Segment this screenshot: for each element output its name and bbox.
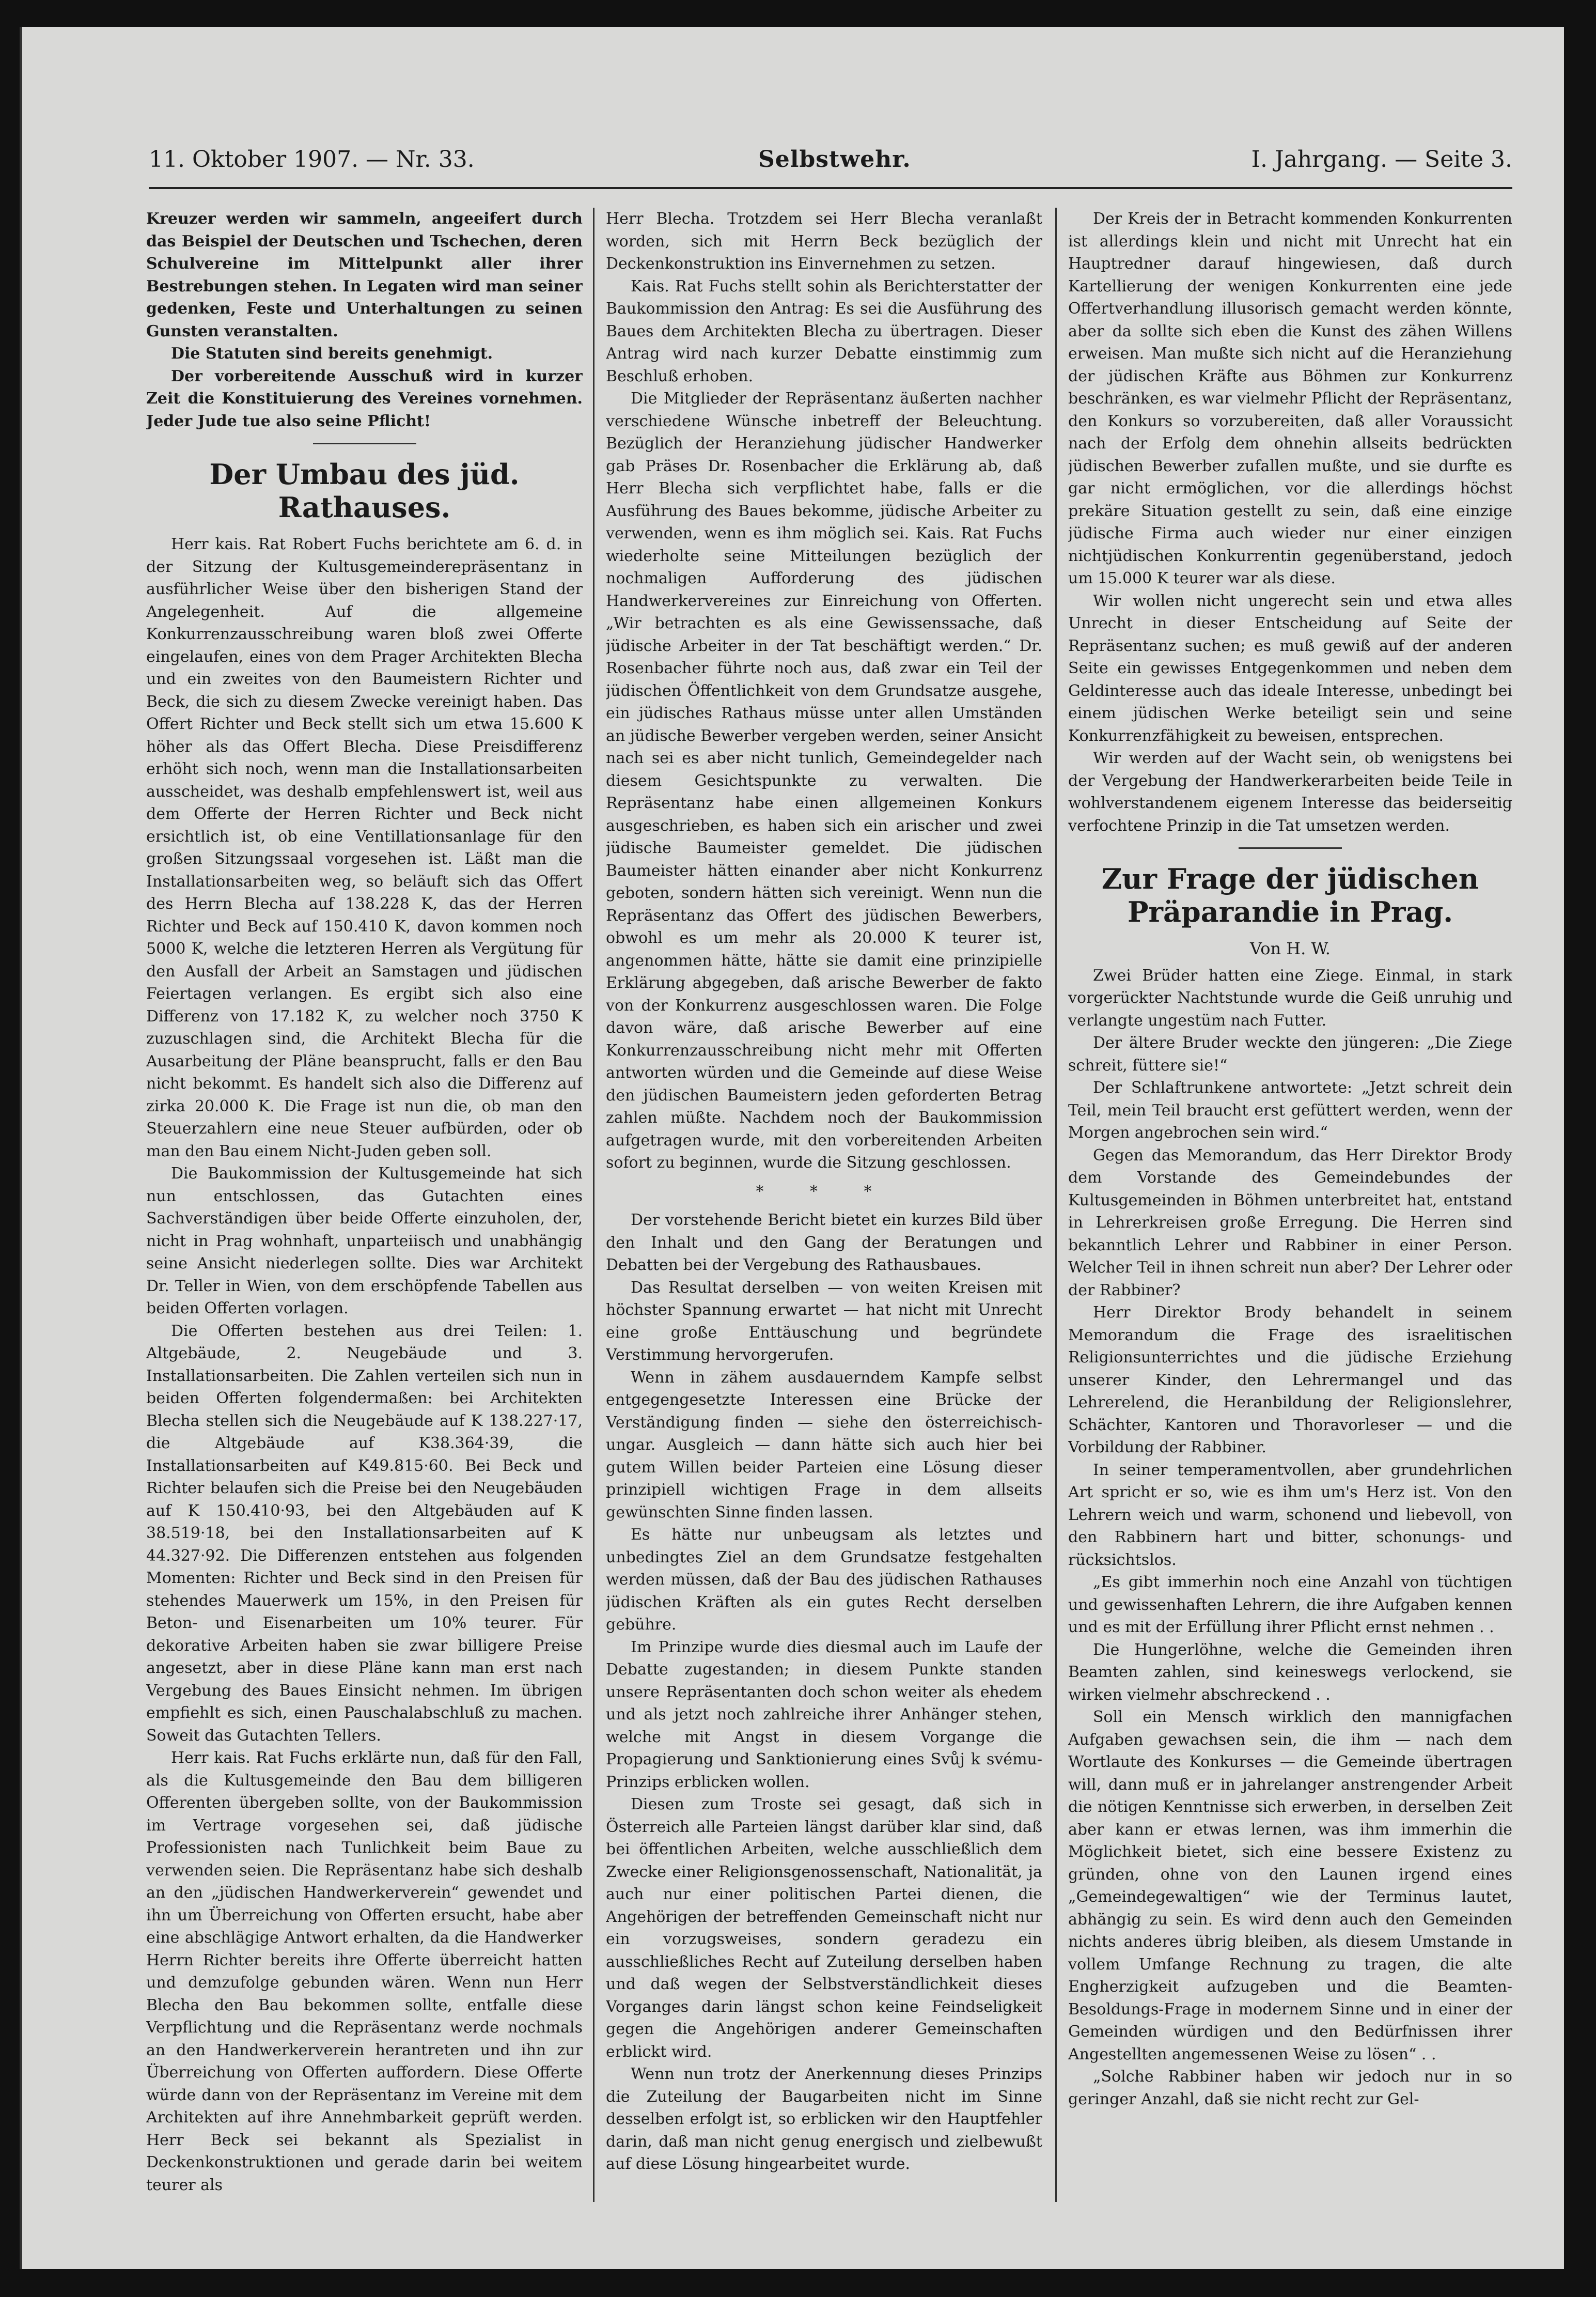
column-1: [146, 208, 583, 2212]
paragraph: Kreuzer werden wir sammeln, angeeifert durch das Beispiel der Deutschen und Tschechen, deren Schulvereine im Mittelpunkt aller ihrer Bestrebungen stehen. In Legaten wird man seiner gedenken, Feste und Unterhaltungen zu seinen Gunsten veranstalten.: [146, 210, 583, 340]
paragraph: Das Resultat derselben — von weiten Kreisen mit höchster Spannung erwartet — hat nicht mit Unrecht eine große Enttäuschung und begründete Verstimmung hervorgerufen.: [606, 1278, 1042, 1364]
header-masthead: Selbstwehr.: [758, 146, 911, 173]
paragraph: Im Prinzipe wurde dies diesmal auch im Laufe der Debatte zugestanden; in diesem Punkte standen unsere Repräsentanten doch schon weiter als ehedem und als jetzt noch zahlreiche ihrer Anhänger stehen, welche mit Angst in diesem Vorgange die Propagierung und Sanktionierung eines Svůj k svému-Prinzips erblicken wollen.: [606, 1638, 1042, 1791]
byline: Von H. W.: [1250, 939, 1331, 958]
column-3: [1068, 208, 1512, 2212]
paragraph: Zwei Brüder hatten eine Ziege. Einmal, in stark vorgerückter Nachtstunde wurde die Geiß unruhig und verlangte ungestüm nach Futter.: [1068, 966, 1512, 1030]
column-divider: [1055, 208, 1057, 2202]
paragraph: Die Offerten bestehen aus drei Teilen: 1. Altgebäude, 2. Neugebäude und 3. Installationsarbeiten. Die Zahlen verteilen sich nun in beiden Offerten folgendermaßen: bei Architekten Blecha stellen sich die Neugebäude auf K 138.227·17, die Altgebäude auf K38.364·39, die Installationsarbeiten auf K49.815·60. Bei Beck und Richter belaufen sich die Preise bei den Neugebäuden auf K 150.410·93, bei den Altgebäuden auf K 38.519·18, bei den Installationsarbeiten auf K 44.327·92. Die Differenzen entstehen aus folgenden Momenten: Richter und Beck sind in den Preisen für stehendes Mauerwerk um 15%, in den Preisen für Beton- und Eisenarbeiten um 10% teurer. Für dekorative Arbeiten haben sie zwar billigere Preise angesetzt, aber in diese Pläne kann man erst nach Vergebung des Baues Einsicht nehmen. Im übrigen empfiehlt es sich, einen Pauschalabschluß zu machen. Soweit das Gutachten Tellers.: [146, 1322, 583, 1745]
paragraph: Der ältere Bruder weckte den jüngeren: „Die Ziege schreit, füttere sie!“: [1068, 1034, 1512, 1075]
paragraph: Die Baukommission der Kultusgemeinde hat sich nun entschlossen, das Gutachten eines Sachverständigen über beide Offerte einzuholen, der, nicht in Prag wohnhaft, unparteiisch und unabhängig seine Ansicht niederlegen sollte. Dies war Architekt Dr. Teller in Wien, von dem erschöpfende Tabellen aus beiden Offerten vorlagen.: [146, 1165, 583, 1317]
column-2: [606, 208, 1042, 2212]
paragraph: Der vorstehende Bericht bietet ein kurzes Bild über den Inhalt und den Gang der Beratungen und Debatten bei der Vergebung des Rathausbaues.: [606, 1211, 1042, 1274]
paragraph: Die Hungerlöhne, welche die Gemeinden ihren Beamten zahlen, sind keineswegs verlockend, sie wirken vielmehr abschreckend . .: [1068, 1640, 1512, 1704]
newspaper-page: [20, 27, 1564, 2269]
header-date-issue: 11. Oktober 1907. — Nr. 33.: [149, 146, 475, 173]
article-title: Der Umbau des jüd. Rathauses.: [209, 458, 520, 524]
paragraph: Wir werden auf der Wacht sein, ob wenigstens bei der Vergebung der Handwerkerarbeiten beide Teile in wohlverstandenem eigenem Interesse das beiderseitig verfochtene Prinzip in die Tat umsetzen werden.: [1068, 749, 1512, 835]
paragraph: Der Kreis der in Betracht kommenden Konkurrenten ist allerdings klein und nicht mit Unrecht hat ein Hauptredner darauf hingewiesen, daß durch Kartellierung der wenigen Konkurrenten eine jede Offertverhandlung illusorisch gemacht werden könnte, aber da sollte sich eben die Kunst des zähen Willens erweisen. Man mußte sich nicht auf die Heranziehung der jüdischen Kräfte aus Böhmen zur Konkurrenz beschränken, es war vielmehr Pflicht der Repräsentanz, den Konkurs so vorzubereiten, daß aller Voraussicht nach der Erfolg dem ohnehin allseits bedrückten jüdischen Bewerber zufallen mußte, und sie durfte es gar nicht ermöglichen, vor die allerdings höchst prekäre Situation gestellt zu sein, daß eine einzige jüdische Firma auch wieder nur einer einzigen nichtjüdischen Konkurrentin gegenüberstand, jedoch um 15.000 K teurer war als diese.: [1068, 210, 1512, 587]
article-title: Zur Frage der jüdischen Präparandie in Prag.: [1101, 862, 1479, 928]
paragraph: Der Schlaftrunkene antwortete: „Jetzt schreit dein Teil, mein Teil braucht erst gefüttert werden, wenn der Morgen angebrochen sein wird.“: [1068, 1079, 1512, 1142]
paragraph: Der vorbereitende Ausschuß wird in kurzer Zeit die Konstituierung des Vereines vornehmen. Jeder Jude tue also seine Pflicht!: [146, 367, 583, 430]
header-rule: [149, 187, 1512, 189]
paragraph: Die Statuten sind bereits genehmigt.: [171, 345, 493, 363]
paragraph: Herr kais. Rat Fuchs erklärte nun, daß für den Fall, als die Kultusgemeinde den Bau dem billigeren Offerenten übergeben sollte, von der Baukommission im Vertrage vorgesehen sei, daß jüdische Professionisten nach Tunlichkeit beim Baue zu verwenden seien. Die Repräsentanz habe sich deshalb an den „jüdischen Handwerkerverein“ gewendet und ihn um Überreichung von Offerten ersucht, habe aber eine abschlägige Antwort erhalten, da die Handwerker Herrn Richter bereits ihre Offerte überreicht hatten und demzufolge gebunden wären. Wenn nun Herr Blecha den Bau bekommen sollte, entfalle diese Verpflichtung und die Repräsentanz werde nochmals an den Handwerkerverein herantreten und ihn zur Überreichung von Offerten auffordern. Diese Offerte würde dann von der Repräsentanz im Vereine mit dem Architekten auf ihre Annehmbarkeit geprüft werden. Herr Beck sei bekannt als Spezialist in Deckenkonstruktionen und gerade darin bei weitem teurer als: [146, 1749, 583, 2194]
paragraph: Herr Blecha. Trotzdem sei Herr Blecha veranlaßt worden, sich mit Herrn Beck bezüglich der Deckenkonstruktion ins Einvernehmen zu setzen.: [606, 210, 1042, 273]
paragraph: Wenn nun trotz der Anerkennung dieses Prinzips die Zuteilung der Baugarbeiten nicht im Sinne desselben erfolgt ist, so erblicken wir den Hauptfehler darin, daß man nicht genug energisch und zielbewußt auf diese Lösung hingearbeitet wurde.: [606, 2065, 1042, 2173]
paragraph: Herr Direktor Brody behandelt in seinem Memorandum die Frage des israelitischen Religionsunterrichtes und die jüdische Erziehung unserer Kinder, den Lehrermangel und das Lehrerelend, die Heranbildung der Religionslehrer, Schächter, Kantoren und Thoravorleser — und die Vorbildung der Rabbiner.: [1068, 1303, 1512, 1456]
page-header: [149, 142, 1512, 178]
section-stars: * * *: [756, 1182, 893, 1201]
paragraph: „Solche Rabbiner haben wir jedoch nur in so geringer Anzahl, daß sie nicht recht zur Gel-: [1068, 2068, 1512, 2108]
separator: [1239, 847, 1342, 849]
paragraph: Die Mitglieder der Repräsentanz äußerten nachher verschiedene Wünsche inbetreff der Beleuchtung. Bezüglich der Heranziehung jüdischer Handwerker gab Präses Dr. Rosenbacher die Erklärung ab, daß Herr Blecha sich verpflichtet habe, falls er die Ausführung des Baues bekomme, jüdische Arbeiter zu verwenden, wenn es ihm möglich sei. Kais. Rat Fuchs wiederholte seine Mitteilungen bezüglich der nochmaligen Aufforderung des jüdischen Handwerkervereines zur Einreichung von Offerten. „Wir betrachten es als eine Gewissenssache, daß jüdische Arbeiter in der Tat beschäftigt werden.“ Dr. Rosenbacher führte noch aus, daß zwar ein Teil der jüdischen Öffentlichkeit von dem Grundsatze ausgehe, ein jüdisches Rathaus müsse unter allen Umständen an jüdische Bewerber vergeben werden, seiner Ansicht nach sei es aber nicht tunlich, Gemeindegelder nach diesem Gesichtspunkte zu verwalten. Die Repräsentanz habe einen allgemeinen Konkurs ausgeschrieben, es haben sich ein arischer und zwei jüdische Baumeister gemeldet. Die jüdischen Baumeister hätten einander aber nicht Konkurrenz geboten, sondern hätten sich vereinigt. Wenn nun die Repräsentanz das Offert des jüdischen Bewerbers, obwohl es um mehr als 20.000 K teurer ist, angenommen hätte, hätte sie damit eine prinzipielle Erklärung abgegeben, daß arische Bewerber de fakto von der Konkurrenz ausgeschlossen waren. Die Folge davon wäre, daß arische Bewerber auf eine Konkurrenzausschreibung nicht mehr mit Offerten antworten würden und die Gemeinde auf diese Weise den jüdischen Baumeistern jeden geforderten Betrag zahlen müßte. Nachdem noch der Baukommission aufgetragen wurde, mit den vorbereitenden Arbeiten sofort zu beginnen, wurde die Sitzung geschlossen.: [606, 390, 1042, 1172]
header-volume-page: I. Jahrgang. — Seite 3.: [1251, 146, 1512, 173]
paragraph: Kais. Rat Fuchs stellt sohin als Berichterstatter der Baukommission den Antrag: Es sei die Ausführung des Baues dem Architekten Blecha zu übertragen. Dieser Antrag wird nach kurzer Debatte einstimmig zum Beschluß erhoben.: [606, 277, 1042, 385]
paragraph: Wir wollen nicht ungerecht sein und etwa alles Unrecht in dieser Entscheidung auf Seite der Repräsentanz suchen; es muß gewiß auf der anderen Seite ein gewisses Entgegenkommen und neben dem Geldinteresse auch das ideale Interesse, unbedingt bei einem jüdischen Werke beteiligt sein und seine Konkurrenzfähigkeit zu beweisen, entsprechen.: [1068, 592, 1512, 745]
paragraph: In seiner temperamentvollen, aber grundehrlichen Art spricht er so, wie es ihm um's Herz ist. Von den Lehrern weich und warm, schonend und liebevoll, von den Rabbinern hart und bitter, schonungs- und rücksichtslos.: [1068, 1461, 1512, 1569]
paragraph: Gegen das Memorandum, das Herr Direktor Brody dem Vorstande des Gemeindebundes der Kultusgemeinden in Böhmen unterbreitet hat, entstand in Lehrerkreisen große Erregung. Die Herren sind bekanntlich Lehrer und Rabbiner in einer Person. Welcher Teil in ihnen schreit nun aber? Der Lehrer oder der Rabbiner?: [1068, 1146, 1512, 1299]
paragraph: Herr kais. Rat Robert Fuchs berichtete am 6. d. in der Sitzung der Kultusgemeinderepräsentanz in ausführlicher Weise über den bisherigen Stand der Angelegenheit. Auf die allgemeine Konkurrenzausschreibung waren bloß zwei Offerte eingelaufen, eines von dem Prager Architekten Blecha und ein zweites von den Baumeistern Richter und Beck, die sich zu diesem Zwecke vereinigt haben. Das Offert Richter und Beck stellt sich um etwa 15.600 K höher als das Offert Blecha. Diese Preisdifferenz erhöht sich noch, wenn man die Installationsarbeiten ausscheidet, was deshalb empfehlenswert ist, weil aus dem Offerte der Herren Richter und Beck nicht ersichtlich ist, ob eine Ventillationsanlage für den großen Sitzungssaal vorgesehen ist. Läßt man die Installationsarbeiten weg, so beläuft sich das Offert des Herrn Blecha auf 138.228 K, das der Herren Richter und Beck auf 150.410 K, davon kommen noch 5000 K, welche die letzteren Herren als Vergütung für den Ausfall der Arbeit an Samstagen und jüdischen Feiertagen verlangen. Es ergibt sich also eine Differenz von 17.182 K, zu welcher noch 3750 K zuzuschlagen sind, die Architekt Blecha für die Ausarbeitung der Pläne beansprucht, falls er den Bau nicht bekommt. Es handelt sich also die Differenz auf zirka 20.000 K. Die Frage ist nun die, ob man den Steuerzahlern eine neue Steuer aufbürden, oder ob man den Bau einem Nicht-Juden geben soll.: [146, 535, 583, 1160]
paragraph: Soll ein Mensch wirklich den mannigfachen Aufgaben gewachsen sein, die ihm — nach dem Wortlaute des Konkurses — die Gemeinde übertragen will, dann muß er in jahrelanger anstrengender Arbeit die nötigen Kenntnisse sich erwerben, in derselben Zeit aber kann er etwas lernen, was ihm immerhin die Möglichkeit bietet, sich eine bessere Existenz zu gründen, ohne von den Launen irgend eines „Gemeindegewaltigen“ wie der Terminus lautet, abhängig zu sein. Es wird denn auch den Gemeinden nichts anderes übrig bleiben, als diesem Umstande in vollem Umfange Rechnung zu tragen, die alte Engherzigkeit aufzugeben und die Beamten-Besoldungs-Frage in modernem Sinne und in einer der Gemeinden würdigen und den Bedürfnissen ihrer Angestellten angemessenen Weise zu lösen“ . .: [1068, 1708, 1512, 2063]
paragraph: Es hätte nur unbeugsam als letztes und unbedingtes Ziel an dem Grundsatze festgehalten werden müssen, daß der Bau des jüdischen Rathauses jüdischen Kräften als ein gutes Recht derselben gebühre.: [606, 1526, 1042, 1634]
paragraph: Diesen zum Troste sei gesagt, daß sich in Österreich alle Parteien längst darüber klar sind, daß bei öffentlichen Arbeiten, welche ausschließlich dem Zwecke einer Religionsgenossenschaft, Nationalität, ja auch nur einer politischen Partei dienen, die Angehörigen der betreffenden Gemeinschaft nicht nur ein vorzugsweises, sondern geradezu ein ausschließliches Recht auf Zuteilung derselben haben und daß wegen der Selbstverständlichkeit dieses Vorganges darin längst schon keine Feindseligkeit gegen die Angehörigen anderer Gemeinschaften erblickt wird.: [606, 1795, 1042, 2061]
paragraph: „Es gibt immerhin noch eine Anzahl von tüchtigen und gewissenhaften Lehrern, die ihre Aufgaben kennen und es mit der Erfüllung ihrer Pflicht ernst nehmen . .: [1068, 1573, 1512, 1636]
separator: [313, 443, 416, 444]
column-divider: [593, 208, 594, 2202]
paragraph: Wenn in zähem ausdauerndem Kampfe selbst entgegengesetzte Interessen eine Brücke der Verständigung finden — siehe den österreichisch-ungar. Ausgleich — dann hätte sich auch hier bei gutem Willen beider Parteien eine Lösung dieser prinzipiell wichtigen Frage in dem allseits gewünschten Sinne finden lassen.: [606, 1368, 1042, 1522]
